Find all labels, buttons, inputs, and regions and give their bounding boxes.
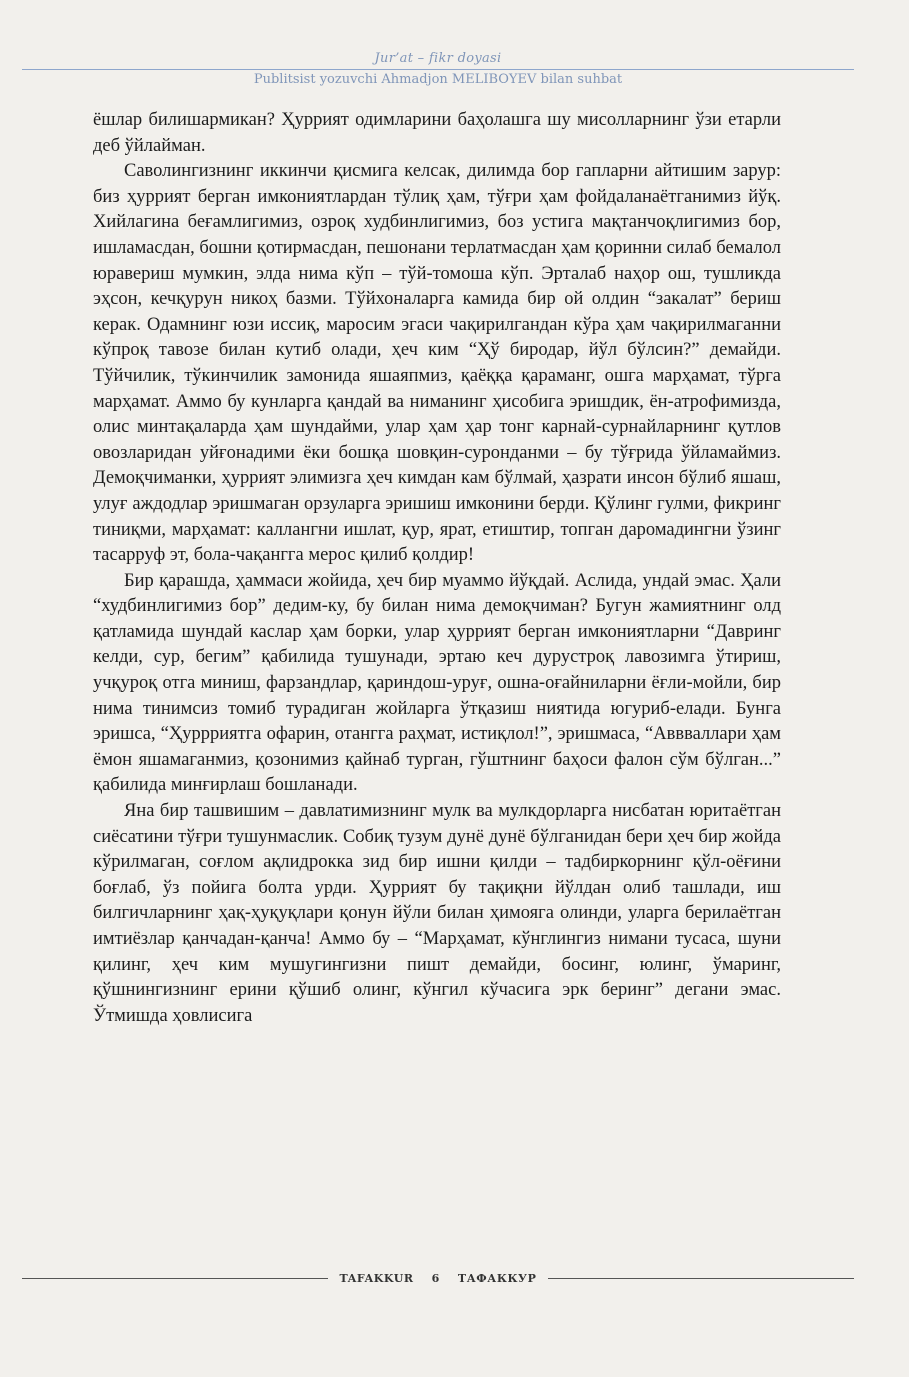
header-title: Jur’at – fikr doyasi <box>374 51 502 66</box>
paragraph-3: Бир қарашда, ҳаммаси жойида, ҳеч бир муаммо йўқдай. Аслида, ундай эмас. Ҳали “худбинлигимиз бор” дедим-ку, бу билан нима демоқчиман? Бугун жамиятнинг олд қатламида шундай каслар ҳам борки, улар ҳуррият берган имкониятларни “Давринг келди, сур, бегим” қабилида тушунади, эртаю кеч дурустроқ лавозимга ўтириш, учқуроқ отга миниш, фарзандлар, қариндош-уруғ, ошна-оғайниларни ёғли-мойли, бир нима тинимсиз томиб турадиган жойларга ўтқазиш ниятида югуриб-елади. Бунга эришса, “Ҳуррриятга офарин, отангга раҳмат, истиқлол!”, эришмаса, “Аввваллари ҳам ёмон яшамаганмиз, қозонимиз қайнаб турган, гўштнинг баҳоси фалон сўм бўлган...” қабилида минғирлаш бошланади. <box>93 570 781 796</box>
page-footer <box>22 1268 854 1288</box>
header-rule <box>22 69 854 70</box>
page-number: 6 <box>431 1271 440 1285</box>
footer-magazine-cyrillic: ТАФАККУР <box>457 1271 537 1285</box>
footer-rule-right <box>548 1278 854 1279</box>
footer-rule-left <box>22 1278 328 1279</box>
article-body <box>93 108 781 1029</box>
paragraph-1: ёшлар билишармикан? Ҳуррият одимларини баҳолашга шу мисолларнинг ўзи етарли деб ўйлайман. <box>93 110 781 156</box>
paragraph-2: Саволингизнинг иккинчи қисмига келсак, дилимда бор гапларни айтишим зарур: биз ҳуррият берган имкониятлардан тўлиқ ҳам, тўғри ҳам фойдаланаётганимиз йўқ. Хийлагина беғамлигимиз, озроқ худбинлигимиз, боз устига мақтанчоқлигимиз бор, ишламасдан, бошни қотирмасдан, пешонани терлатмасдан ҳам қоринни силаб бемалол юравериш мумкин, элда нима кўп – тўй-томоша кўп. Эрталаб наҳор ош, тушликда эҳсон, кечқурун никоҳ базми. Тўйхоналарга камида бир ой олдин “закалат” бериш керак. Одамнинг юзи иссиқ, маросим эгаси чақирилгандан кўра ҳам чақирилмаганни кўпроқ тавозе билан кутиб олади, ҳеч ким “Ҳў биродар, йўл бўлсин?” демайди. Тўйчилик, тўкинчилик замонида яшаяпмиз, қаёққа қараманг, ошга марҳамат, тўрга марҳамат. Аммо бу кунларга қандай ва ниманинг ҳисобига эришдик, ён-атрофимизда, олис минтақаларда ҳам шундайми, улар ҳам ҳар тонг карнай-сурнайларнинг қутлов овозларидан уйғонадими ёки бошқа шовқин-суронданми – бу тўғрида ўйламаймиз. Демоқчиманки, ҳуррият элимизга ҳеч кимдан кам бўлмай, ҳазрати инсон бўлиб яшаш, улуғ аждодлар эришмаган орзуларга эришиш имконини берди. Қўлинг гулми, фикринг тиниқми, марҳамат: каллангни ишлат, қур, ярат, етиштир, топган даромадингни ўзинг тасарруф эт, бола-чақангга мерос қилиб қолдир! <box>93 161 781 566</box>
header-subtitle: Publitsist yozuvchi Ahmadjon MELIBOYEV bilan suhbat <box>253 72 623 87</box>
paragraph-4: Яна бир ташвишим – давлатимизнинг мулк ва мулкдорларга нисбатан юритаётган сиёсатини тўғри тушунмаслик. Собиқ тузум дунё дунё бўлганидан бери ҳеч бир жойда кўрилмаган, соғлом ақлидрокка зид бир ишни қилди – тадбиркорнинг қўл-оёғини боғлаб, ўз пойига болта урди. Ҳуррият бу тақиқни йўлдан олиб ташлади, иш билгичларнинг ҳақ-ҳуқуқлари қонун йўли билан ҳимояга олинди, уларга берилаётган имтиёзлар қанчадан-қанча! Аммо бу – “Марҳамат, кўнглингиз нимани тусаса, шуни қилинг, ҳеч ким мушугингизни пишт демайди, босинг, юлинг, ўмаринг, қўшнингизнинг ерини қўшиб олинг, кўнгил кўчасига эрк беринг” дегани эмас. Ўтмишда ҳовлисига <box>93 801 781 1026</box>
footer-magazine-latin: TAFAKKUR <box>339 1271 414 1285</box>
running-header <box>22 50 854 88</box>
